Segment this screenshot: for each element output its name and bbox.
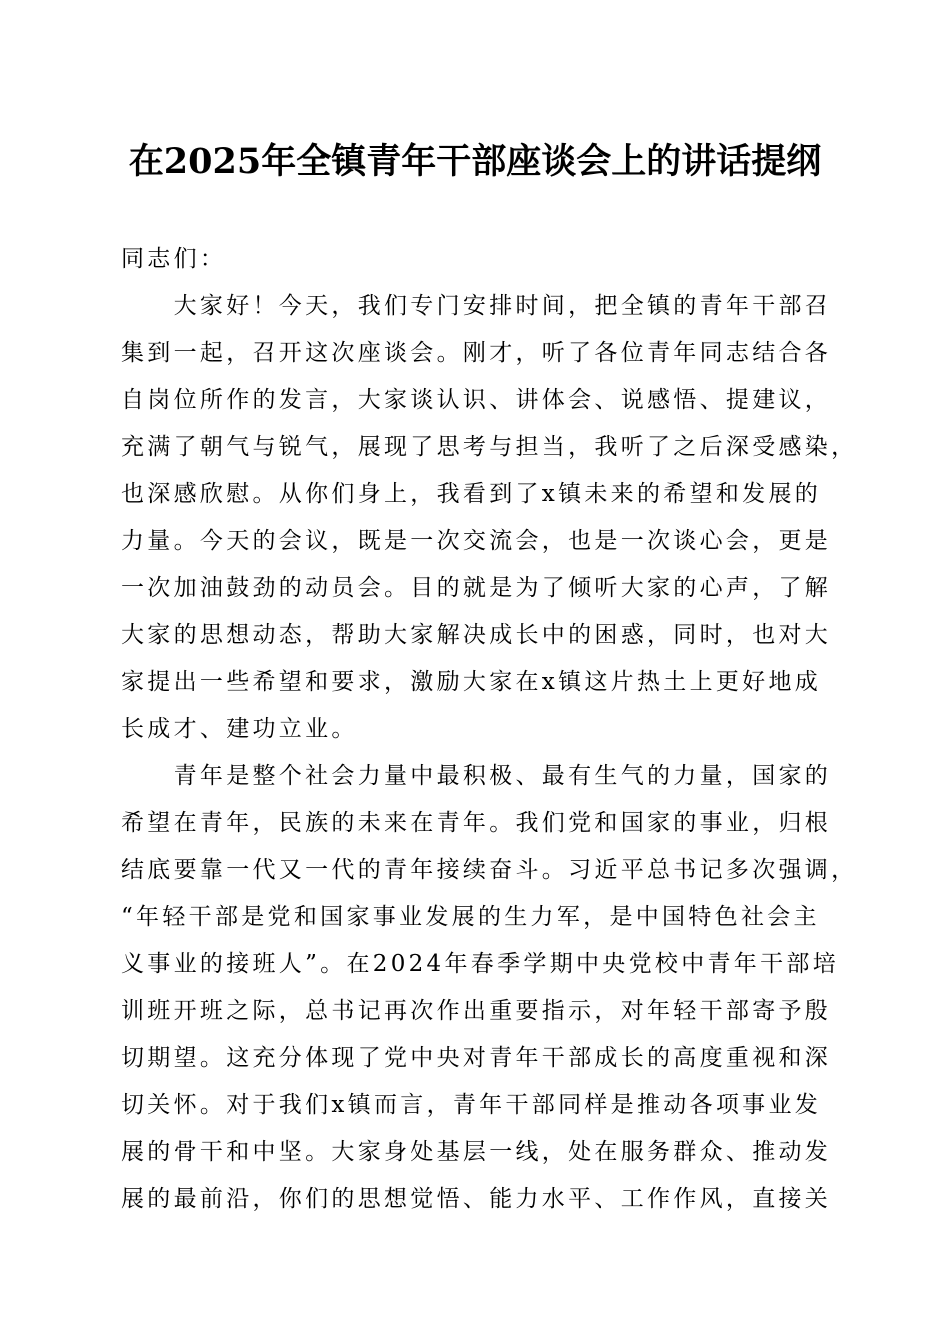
paragraph-1 bbox=[121, 283, 858, 753]
text-line: 力量。今天的会议，既是一次交流会，也是一次谈心会，更是 bbox=[121, 528, 832, 554]
text-line: 切关怀。对于我们x镇而言，青年干部同样是推动各项事业发 bbox=[121, 1092, 822, 1118]
text-line: 自岗位所作的发言，大家谈认识、讲体会、说感悟、提建议， bbox=[121, 387, 832, 413]
text-line: 大家的思想动态，帮助大家解决成长中的困惑，同时，也对大 bbox=[121, 622, 832, 648]
text-line: 一次加油鼓劲的动员会。目的就是为了倾听大家的心声，了解 bbox=[121, 575, 832, 601]
text-line: 希望在青年，民族的未来在青年。我们党和国家的事业，归根 bbox=[121, 810, 832, 836]
text-line: 展的最前沿，你们的思想觉悟、能力水平、工作作风，直接关 bbox=[121, 1186, 832, 1212]
text-line: 展的骨干和中坚。大家身处基层一线，处在服务群众、推动发 bbox=[121, 1139, 832, 1165]
text-line: 充满了朝气与锐气，展现了思考与担当，我听了之后深受感染， bbox=[121, 434, 858, 460]
salutation: 同志们： bbox=[121, 246, 227, 272]
text-line: 集到一起，召开这次座谈会。刚才，听了各位青年同志结合各 bbox=[121, 340, 832, 366]
document-title: 在2025年全镇青年干部座谈会上的讲话提纲 bbox=[128, 141, 822, 182]
text-line: 训班开班之际，总书记再次作出重要指示，对年轻干部寄予殷 bbox=[121, 998, 832, 1024]
text-line: 切期望。这充分体现了党中央对青年干部成长的高度重视和深 bbox=[121, 1045, 832, 1071]
text-line: 大家好！今天，我们专门安排时间，把全镇的青年干部召 bbox=[121, 293, 832, 319]
text-line: 义事业的接班人”。在2024年春季学期中央党校中青年干部培 bbox=[121, 951, 839, 977]
text-line: 青年是整个社会力量中最积极、最有生气的力量，国家的 bbox=[121, 763, 832, 789]
text-line: 长成才、建功立业。 bbox=[121, 716, 358, 742]
text-line: 结底要靠一代又一代的青年接续奋斗。习近平总书记多次强调， bbox=[121, 857, 858, 883]
text-line: “年轻干部是党和国家事业发展的生力军，是中国特色社会主 bbox=[121, 904, 820, 930]
document-body bbox=[121, 236, 858, 1223]
text-line: 也深感欣慰。从你们身上，我看到了x镇未来的希望和发展的 bbox=[121, 481, 822, 507]
paragraph-2 bbox=[121, 753, 858, 1223]
text-line: 家提出一些希望和要求，激励大家在x镇这片热土上更好地成 bbox=[121, 669, 822, 695]
